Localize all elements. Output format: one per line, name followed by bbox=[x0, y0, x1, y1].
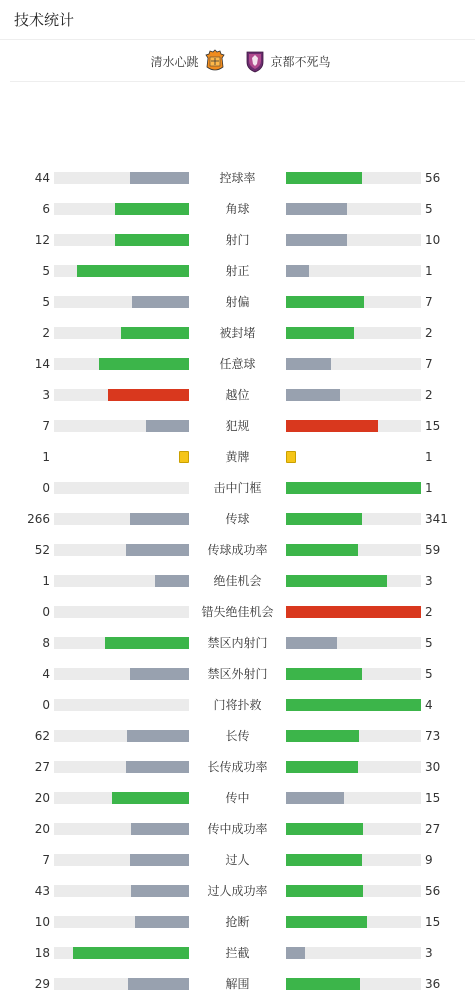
away-stat-value: 3 bbox=[425, 946, 433, 960]
home-stat-value: 266 bbox=[27, 512, 50, 526]
stat-label: 禁区外射门 bbox=[207, 667, 268, 681]
home-stat-bar-fill bbox=[126, 544, 189, 556]
away-stat-bar bbox=[286, 265, 421, 277]
away-stat-bar bbox=[286, 854, 421, 866]
stat-label: 任意球 bbox=[219, 357, 256, 371]
away-stat-value: 1 bbox=[425, 450, 433, 464]
home-stat-bar bbox=[54, 823, 189, 835]
away-stat-bar-fill bbox=[286, 792, 344, 804]
home-stat-bar bbox=[54, 234, 189, 246]
away-stat-bar bbox=[286, 358, 421, 370]
stat-row bbox=[0, 659, 475, 690]
away-stat-value: 27 bbox=[425, 822, 441, 836]
away-stat-bar-fill bbox=[286, 730, 359, 742]
away-stat-bar-fill bbox=[286, 699, 421, 711]
away-stat-bar-fill bbox=[286, 668, 362, 680]
away-stat-value: 2 bbox=[425, 605, 433, 619]
stat-row bbox=[0, 194, 475, 225]
away-stat-bar bbox=[286, 947, 421, 959]
stat-label: 绝佳机会 bbox=[213, 574, 262, 588]
home-stat-bar bbox=[54, 761, 189, 773]
stat-row bbox=[0, 845, 475, 876]
stat-row bbox=[0, 566, 475, 597]
away-stat-value: 2 bbox=[425, 388, 433, 402]
away-stat-bar-fill bbox=[286, 761, 358, 773]
away-stat-value: 5 bbox=[425, 202, 433, 216]
home-stat-value: 7 bbox=[42, 419, 50, 433]
home-stat-value: 0 bbox=[42, 481, 50, 495]
home-stat-bar bbox=[54, 978, 189, 990]
away-stat-bar bbox=[286, 823, 421, 835]
stat-label: 控球率 bbox=[219, 171, 256, 185]
stat-row bbox=[0, 690, 475, 721]
away-stat-value: 15 bbox=[425, 419, 441, 433]
stat-label: 传中成功率 bbox=[207, 822, 268, 836]
away-stat-value: 9 bbox=[425, 853, 433, 867]
stat-row bbox=[0, 628, 475, 659]
away-stat-bar bbox=[286, 420, 421, 432]
stat-label: 黄牌 bbox=[225, 450, 250, 464]
away-stat-bar-fill bbox=[286, 916, 367, 928]
page-title: 技术统计 bbox=[0, 0, 475, 40]
stat-row bbox=[0, 411, 475, 442]
away-team-name: 京都不死鸟 bbox=[270, 54, 331, 69]
stat-row bbox=[0, 256, 475, 287]
away-stat-bar-fill bbox=[286, 947, 305, 959]
home-stat-bar bbox=[54, 265, 189, 277]
stat-label: 过人成功率 bbox=[207, 884, 268, 898]
away-stat-bar bbox=[286, 327, 421, 339]
away-stat-bar bbox=[286, 234, 421, 246]
stat-label: 过人 bbox=[225, 853, 250, 867]
home-stat-bar-fill bbox=[135, 916, 189, 928]
stat-row bbox=[0, 349, 475, 380]
stat-label: 被封堵 bbox=[219, 326, 256, 340]
home-stat-value: 20 bbox=[34, 822, 50, 836]
away-stat-bar-fill bbox=[286, 296, 364, 308]
away-stat-bar bbox=[286, 978, 421, 990]
home-stat-bar-fill bbox=[112, 792, 189, 804]
stat-label: 角球 bbox=[225, 202, 250, 216]
stat-row bbox=[0, 783, 475, 814]
home-team[interactable] bbox=[150, 40, 224, 82]
away-stat-bar bbox=[286, 575, 421, 587]
away-stat-bar bbox=[286, 761, 421, 773]
home-stat-bar-fill bbox=[132, 296, 189, 308]
stat-row bbox=[0, 597, 475, 628]
away-stat-bar-fill bbox=[286, 172, 362, 184]
away-stat-bar-fill bbox=[286, 978, 360, 990]
stat-label: 射偏 bbox=[225, 295, 250, 309]
home-stat-value: 29 bbox=[34, 977, 50, 991]
away-stat-bar bbox=[286, 389, 421, 401]
stat-label: 解围 bbox=[225, 977, 250, 991]
stat-row bbox=[0, 380, 475, 411]
stat-row bbox=[0, 442, 475, 473]
away-stat-value: 30 bbox=[425, 760, 441, 774]
home-stat-bar bbox=[54, 854, 189, 866]
home-stat-bar-fill bbox=[127, 730, 189, 742]
home-stat-bar-fill bbox=[115, 203, 189, 215]
stat-row bbox=[0, 907, 475, 938]
stat-row bbox=[0, 287, 475, 318]
home-stat-value: 8 bbox=[42, 636, 50, 650]
stat-label: 错失绝佳机会 bbox=[201, 605, 274, 619]
away-stat-bar-fill bbox=[286, 265, 309, 277]
home-stat-value: 0 bbox=[42, 605, 50, 619]
away-stat-bar bbox=[286, 668, 421, 680]
away-team-logo-icon bbox=[245, 49, 265, 73]
home-stat-bar bbox=[54, 606, 189, 618]
home-stat-value: 52 bbox=[34, 543, 50, 557]
away-stat-value: 1 bbox=[425, 481, 433, 495]
home-stat-bar bbox=[54, 513, 189, 525]
away-stat-bar-fill bbox=[286, 606, 421, 618]
home-stat-value: 7 bbox=[42, 853, 50, 867]
home-stat-bar-fill bbox=[131, 885, 189, 897]
away-stat-bar bbox=[286, 203, 421, 215]
away-stat-bar-fill bbox=[286, 885, 363, 897]
home-stat-value: 1 bbox=[42, 574, 50, 588]
home-stat-value: 5 bbox=[42, 264, 50, 278]
away-stat-bar bbox=[286, 916, 421, 928]
away-stat-bar-fill bbox=[286, 823, 363, 835]
away-stat-bar-fill bbox=[286, 544, 358, 556]
home-stat-bar bbox=[54, 296, 189, 308]
stat-label: 长传 bbox=[225, 729, 250, 743]
away-stat-bar-fill bbox=[286, 854, 362, 866]
home-stat-bar bbox=[54, 544, 189, 556]
home-stat-bar-fill bbox=[121, 327, 189, 339]
home-yellow-card-icon bbox=[179, 451, 189, 463]
home-stat-value: 12 bbox=[34, 233, 50, 247]
away-stat-value: 15 bbox=[425, 791, 441, 805]
home-stat-bar bbox=[54, 668, 189, 680]
stat-row bbox=[0, 969, 475, 1000]
away-stat-bar-fill bbox=[286, 420, 378, 432]
home-stat-value: 0 bbox=[42, 698, 50, 712]
away-stat-value: 341 bbox=[425, 512, 448, 526]
home-stat-bar-fill bbox=[131, 823, 189, 835]
home-stat-value: 43 bbox=[34, 884, 50, 898]
home-stat-bar bbox=[54, 389, 189, 401]
home-stat-bar bbox=[54, 885, 189, 897]
home-stat-bar-fill bbox=[130, 513, 189, 525]
away-stat-bar-fill bbox=[286, 203, 347, 215]
home-stat-bar bbox=[54, 699, 189, 711]
home-team-name: 清水心跳 bbox=[150, 54, 199, 69]
away-stat-value: 59 bbox=[425, 543, 441, 557]
away-stat-bar-fill bbox=[286, 482, 421, 494]
away-stat-value: 3 bbox=[425, 574, 433, 588]
stat-label: 传球成功率 bbox=[207, 543, 268, 557]
away-stat-bar bbox=[286, 606, 421, 618]
away-stat-value: 4 bbox=[425, 698, 433, 712]
stat-label: 门将扑救 bbox=[213, 698, 262, 712]
away-stat-value: 10 bbox=[425, 233, 441, 247]
home-stat-value: 4 bbox=[42, 667, 50, 681]
away-stat-bar-fill bbox=[286, 327, 354, 339]
stat-row bbox=[0, 473, 475, 504]
away-yellow-card-icon bbox=[286, 451, 296, 463]
home-stat-bar bbox=[54, 203, 189, 215]
stat-row bbox=[0, 535, 475, 566]
away-stat-value: 7 bbox=[425, 295, 433, 309]
stat-row bbox=[0, 163, 475, 194]
away-stat-value: 36 bbox=[425, 977, 441, 991]
away-stat-bar bbox=[286, 513, 421, 525]
away-stat-bar-fill bbox=[286, 389, 340, 401]
home-stat-bar bbox=[54, 730, 189, 742]
away-stat-bar-fill bbox=[286, 575, 387, 587]
home-stat-bar bbox=[54, 420, 189, 432]
away-stat-bar bbox=[286, 792, 421, 804]
home-stat-value: 62 bbox=[34, 729, 50, 743]
home-stat-value: 3 bbox=[42, 388, 50, 402]
home-stat-value: 18 bbox=[34, 946, 50, 960]
home-stat-bar bbox=[54, 575, 189, 587]
stat-label: 抢断 bbox=[225, 915, 250, 929]
away-stat-bar bbox=[286, 482, 421, 494]
stat-label: 传中 bbox=[225, 791, 250, 805]
home-stat-value: 5 bbox=[42, 295, 50, 309]
home-stat-bar-fill bbox=[126, 761, 189, 773]
away-stat-value: 56 bbox=[425, 884, 441, 898]
home-stat-value: 2 bbox=[42, 326, 50, 340]
stat-label: 犯规 bbox=[225, 419, 250, 433]
away-stat-bar bbox=[286, 730, 421, 742]
home-stat-bar bbox=[54, 327, 189, 339]
away-stat-bar-fill bbox=[286, 358, 331, 370]
home-stat-bar bbox=[54, 916, 189, 928]
away-stat-bar bbox=[286, 544, 421, 556]
away-stat-value: 1 bbox=[425, 264, 433, 278]
home-stat-value: 20 bbox=[34, 791, 50, 805]
home-stat-bar-fill bbox=[77, 265, 189, 277]
home-stat-bar-fill bbox=[130, 668, 189, 680]
home-stat-bar-fill bbox=[105, 637, 189, 649]
home-stat-bar-fill bbox=[146, 420, 189, 432]
home-stat-value: 14 bbox=[34, 357, 50, 371]
home-stat-bar bbox=[54, 358, 189, 370]
away-stat-bar-fill bbox=[286, 234, 347, 246]
stat-row bbox=[0, 504, 475, 535]
away-stat-bar-fill bbox=[286, 513, 362, 525]
home-stat-value: 1 bbox=[42, 450, 50, 464]
stat-row bbox=[0, 938, 475, 969]
home-stat-bar-fill bbox=[115, 234, 189, 246]
away-stat-bar bbox=[286, 699, 421, 711]
home-stat-bar bbox=[54, 172, 189, 184]
home-stat-value: 44 bbox=[34, 171, 50, 185]
home-stat-bar bbox=[54, 637, 189, 649]
stat-row bbox=[0, 225, 475, 256]
away-stat-bar-fill bbox=[286, 637, 337, 649]
home-stat-value: 6 bbox=[42, 202, 50, 216]
home-stat-bar bbox=[54, 947, 189, 959]
away-stat-value: 15 bbox=[425, 915, 441, 929]
stat-label: 越位 bbox=[225, 388, 250, 402]
home-stat-bar-fill bbox=[128, 978, 189, 990]
stat-label: 射正 bbox=[225, 264, 250, 278]
home-stat-value: 10 bbox=[34, 915, 50, 929]
stat-row bbox=[0, 752, 475, 783]
home-stat-value: 27 bbox=[34, 760, 50, 774]
home-stat-bar-fill bbox=[155, 575, 189, 587]
home-stat-bar-fill bbox=[108, 389, 189, 401]
teams-header bbox=[10, 40, 465, 82]
away-stat-bar bbox=[286, 637, 421, 649]
home-stat-bar bbox=[54, 482, 189, 494]
home-stat-bar-fill bbox=[73, 947, 189, 959]
stat-row bbox=[0, 721, 475, 752]
stat-label: 长传成功率 bbox=[207, 760, 268, 774]
home-stat-bar bbox=[54, 792, 189, 804]
stat-label: 拦截 bbox=[225, 946, 250, 960]
home-stat-bar-fill bbox=[130, 854, 189, 866]
home-stat-bar-fill bbox=[99, 358, 189, 370]
away-stat-value: 2 bbox=[425, 326, 433, 340]
away-stat-value: 56 bbox=[425, 171, 441, 185]
home-stat-bar-fill bbox=[130, 172, 189, 184]
away-stat-bar bbox=[286, 172, 421, 184]
stat-row bbox=[0, 814, 475, 845]
stat-row bbox=[0, 318, 475, 349]
stat-label: 射门 bbox=[225, 233, 250, 247]
away-stat-bar bbox=[286, 885, 421, 897]
away-stat-value: 5 bbox=[425, 667, 433, 681]
stat-label: 禁区内射门 bbox=[207, 636, 268, 650]
home-team-logo-icon bbox=[205, 49, 225, 73]
away-stat-value: 5 bbox=[425, 636, 433, 650]
stat-label: 传球 bbox=[225, 512, 250, 526]
away-stat-bar bbox=[286, 296, 421, 308]
stat-label: 击中门框 bbox=[213, 481, 262, 495]
away-stat-value: 73 bbox=[425, 729, 441, 743]
away-stat-value: 7 bbox=[425, 357, 433, 371]
stat-row bbox=[0, 876, 475, 907]
away-team[interactable] bbox=[245, 40, 331, 82]
